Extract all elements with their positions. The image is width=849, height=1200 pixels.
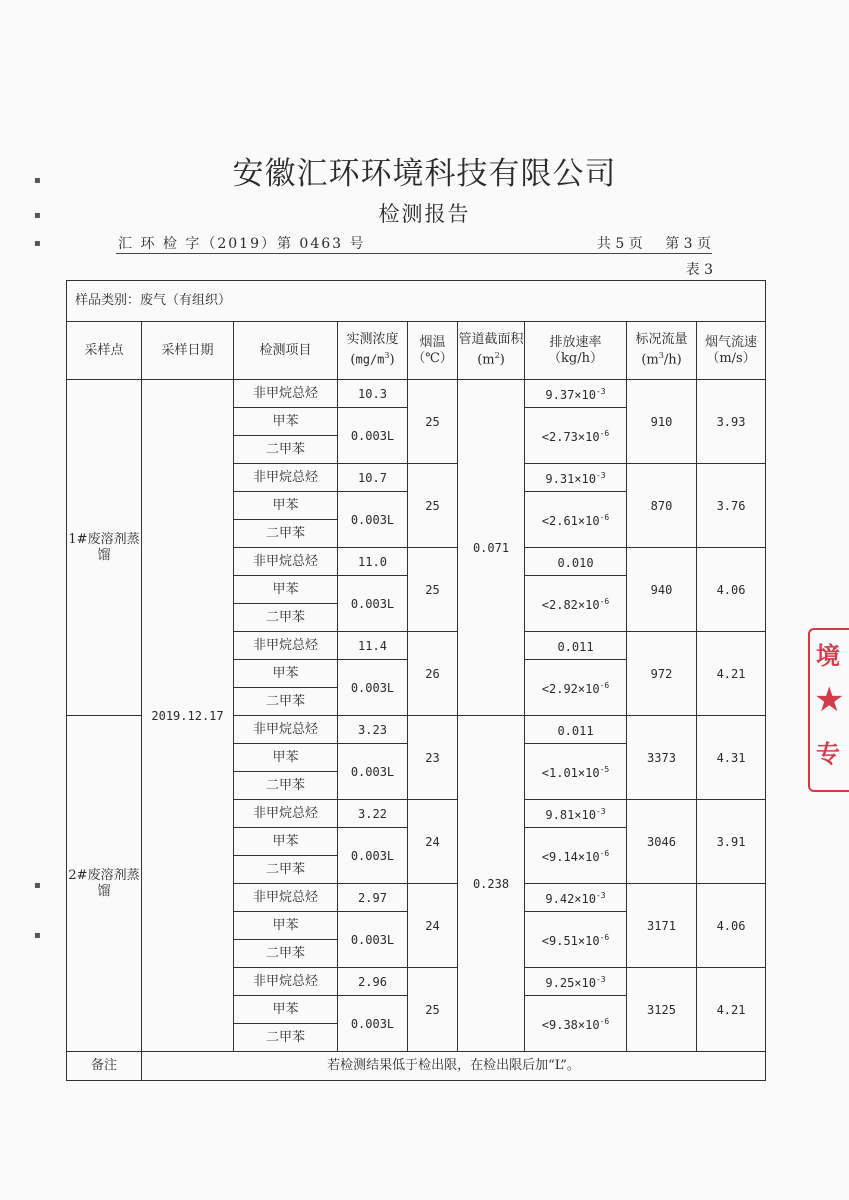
concentration: 11.4 (338, 632, 408, 660)
gas-velocity: 4.06 (697, 884, 766, 968)
table-row (67, 380, 766, 408)
temperature: 25 (408, 380, 458, 464)
rate-exponent: -6 (599, 681, 610, 690)
gas-velocity: 3.93 (697, 380, 766, 464)
remarks-row (67, 1052, 766, 1081)
test-item: 非甲烷总烃 (234, 632, 338, 660)
test-item: 非甲烷总烃 (234, 548, 338, 576)
document-title: 检测报告 (378, 202, 471, 226)
rate-exponent: -3 (595, 891, 606, 900)
test-item: 二甲苯 (234, 940, 338, 968)
rate-value: 9.81×10 (545, 808, 596, 822)
table-header (67, 322, 766, 380)
test-item: 甲苯 (234, 576, 338, 604)
concentration: 10.3 (338, 380, 408, 408)
gas-velocity: 4.06 (697, 548, 766, 632)
col-gas-velocity: 烟气流速 （m/s） (697, 322, 766, 380)
col-test-item: 检测项目 (234, 322, 338, 380)
test-item: 非甲烷总烃 (234, 380, 338, 408)
rate-value: <2.92×10 (541, 682, 600, 696)
emission-rate (525, 492, 627, 548)
rate-exponent: -6 (599, 933, 610, 942)
temperature: 23 (408, 716, 458, 800)
binding-mark: ▪ (34, 175, 41, 186)
flow-rate: 910 (627, 380, 697, 464)
seal-star-icon: ★ (814, 680, 845, 720)
flow-rate: 3171 (627, 884, 697, 968)
test-item: 二甲苯 (234, 1024, 338, 1052)
concentration: 0.003L (338, 660, 408, 716)
binding-mark: ▪ (34, 238, 41, 249)
rate-value: 9.42×10 (545, 892, 596, 906)
binding-mark: ▪ (34, 210, 41, 221)
rate-value: 9.37×10 (545, 388, 596, 402)
test-item: 甲苯 (234, 912, 338, 940)
flow-rate: 3373 (627, 716, 697, 800)
rate-value: 0.011 (557, 724, 594, 738)
test-item: 甲苯 (234, 744, 338, 772)
gas-velocity: 4.21 (697, 632, 766, 716)
company-name: 安徽汇环环境科技有限公司 (232, 156, 617, 192)
sample-category: 样品类别：废气（有组织） (67, 281, 766, 322)
col-sampling-point: 采样点 (67, 322, 142, 380)
concentration: 0.003L (338, 912, 408, 968)
test-item: 二甲苯 (234, 688, 338, 716)
rate-exponent: -3 (595, 471, 606, 480)
flow-rate: 972 (627, 632, 697, 716)
test-item: 非甲烷总烃 (234, 800, 338, 828)
temperature: 25 (408, 548, 458, 632)
rate-value: 0.011 (557, 640, 594, 654)
header-divider (116, 253, 712, 254)
emission-rate (525, 380, 627, 408)
test-item: 甲苯 (234, 828, 338, 856)
rate-exponent: -5 (599, 765, 610, 774)
rate-value: <1.01×10 (541, 766, 600, 780)
test-item: 二甲苯 (234, 436, 338, 464)
rate-exponent: -6 (599, 597, 610, 606)
temperature: 24 (408, 800, 458, 884)
col-temperature: 烟温 （℃） (408, 322, 458, 380)
col-sampling-date: 采样日期 (142, 322, 234, 380)
table-label: 表 3 (685, 262, 713, 278)
results-table (66, 280, 766, 1081)
test-item: 二甲苯 (234, 520, 338, 548)
col-flow-rate: 标况流量 $(m^3/h)$ (627, 322, 697, 380)
rate-value: <9.51×10 (541, 934, 600, 948)
test-item: 二甲苯 (234, 604, 338, 632)
col-emission-rate: 排放速率 （kg/h） (525, 322, 627, 380)
rate-exponent: -6 (599, 513, 610, 522)
page-info (579, 233, 711, 253)
current-page: 第 3 页 (665, 236, 711, 252)
rate-exponent: -6 (599, 429, 610, 438)
flow-rate: 940 (627, 548, 697, 632)
remarks-text: 若检测结果低于检出限，在检出限后加“L”。 (142, 1052, 766, 1081)
binding-mark: ▪ (34, 930, 41, 941)
concentration: 0.003L (338, 996, 408, 1052)
sampling-date: 2019.12.17 (142, 380, 234, 1052)
concentration: 0.003L (338, 408, 408, 464)
test-item: 二甲苯 (234, 772, 338, 800)
test-item: 非甲烷总烃 (234, 716, 338, 744)
emission-rate (525, 632, 627, 660)
concentration: 10.7 (338, 464, 408, 492)
test-item: 二甲苯 (234, 856, 338, 884)
rate-exponent: -3 (595, 807, 606, 816)
test-item: 甲苯 (234, 996, 338, 1024)
concentration: 0.003L (338, 744, 408, 800)
flow-rate: 3125 (627, 968, 697, 1052)
rate-value: 9.31×10 (545, 472, 596, 486)
sampling-point: 1#废溶剂蒸馏 (67, 380, 142, 716)
report-number: 汇 环 检 字（2019）第 0463 号 (118, 236, 366, 252)
test-item: 非甲烷总烃 (234, 884, 338, 912)
emission-rate (525, 968, 627, 996)
gas-velocity: 3.91 (697, 800, 766, 884)
temperature: 24 (408, 884, 458, 968)
concentration: 0.003L (338, 492, 408, 548)
rate-exponent: -3 (595, 975, 606, 984)
temperature: 26 (408, 632, 458, 716)
emission-rate (525, 744, 627, 800)
duct-area: 0.071 (458, 380, 525, 716)
emission-rate (525, 576, 627, 632)
rate-value: 9.25×10 (545, 976, 596, 990)
col-concentration: 实测浓度 $(mg/m^3)$ (338, 322, 408, 380)
concentration: 2.97 (338, 884, 408, 912)
emission-rate (525, 660, 627, 716)
emission-rate (525, 800, 627, 828)
sampling-point: 2#废溶剂蒸馏 (67, 716, 142, 1052)
emission-rate (525, 548, 627, 576)
company-seal: 境 ★ 专 (808, 628, 849, 792)
emission-rate (525, 408, 627, 464)
test-item: 甲苯 (234, 408, 338, 436)
concentration: 0.003L (338, 576, 408, 632)
flow-rate: 3046 (627, 800, 697, 884)
rate-value: 0.010 (557, 556, 594, 570)
emission-rate (525, 996, 627, 1052)
rate-exponent: -6 (599, 1017, 610, 1026)
rate-value: <9.38×10 (541, 1018, 600, 1032)
concentration: 0.003L (338, 828, 408, 884)
duct-area: 0.238 (458, 716, 525, 1052)
gas-velocity: 4.21 (697, 968, 766, 1052)
rate-value: <2.73×10 (541, 430, 600, 444)
binding-mark: ▪ (34, 880, 41, 891)
gas-velocity: 4.31 (697, 716, 766, 800)
concentration: 2.96 (338, 968, 408, 996)
total-pages: 共 5 页 (596, 236, 643, 252)
emission-rate (525, 912, 627, 968)
rate-exponent: -3 (595, 387, 606, 396)
emission-rate (525, 716, 627, 744)
test-item: 甲苯 (234, 492, 338, 520)
temperature: 25 (408, 968, 458, 1052)
rate-exponent: -6 (599, 849, 610, 858)
test-item: 甲苯 (234, 660, 338, 688)
concentration: 3.22 (338, 800, 408, 828)
rate-value: <2.82×10 (541, 598, 600, 612)
emission-rate (525, 884, 627, 912)
rate-value: <2.61×10 (541, 514, 600, 528)
emission-rate (525, 464, 627, 492)
emission-rate (525, 828, 627, 884)
flow-rate: 870 (627, 464, 697, 548)
temperature: 25 (408, 464, 458, 548)
test-item: 非甲烷总烃 (234, 464, 338, 492)
concentration: 11.0 (338, 548, 408, 576)
concentration: 3.23 (338, 716, 408, 744)
test-item: 非甲烷总烃 (234, 968, 338, 996)
col-duct-area: 管道截面积 $(m^2)$ (458, 322, 525, 380)
gas-velocity: 3.76 (697, 464, 766, 548)
rate-value: <9.14×10 (541, 850, 600, 864)
remarks-label: 备注 (67, 1052, 142, 1081)
